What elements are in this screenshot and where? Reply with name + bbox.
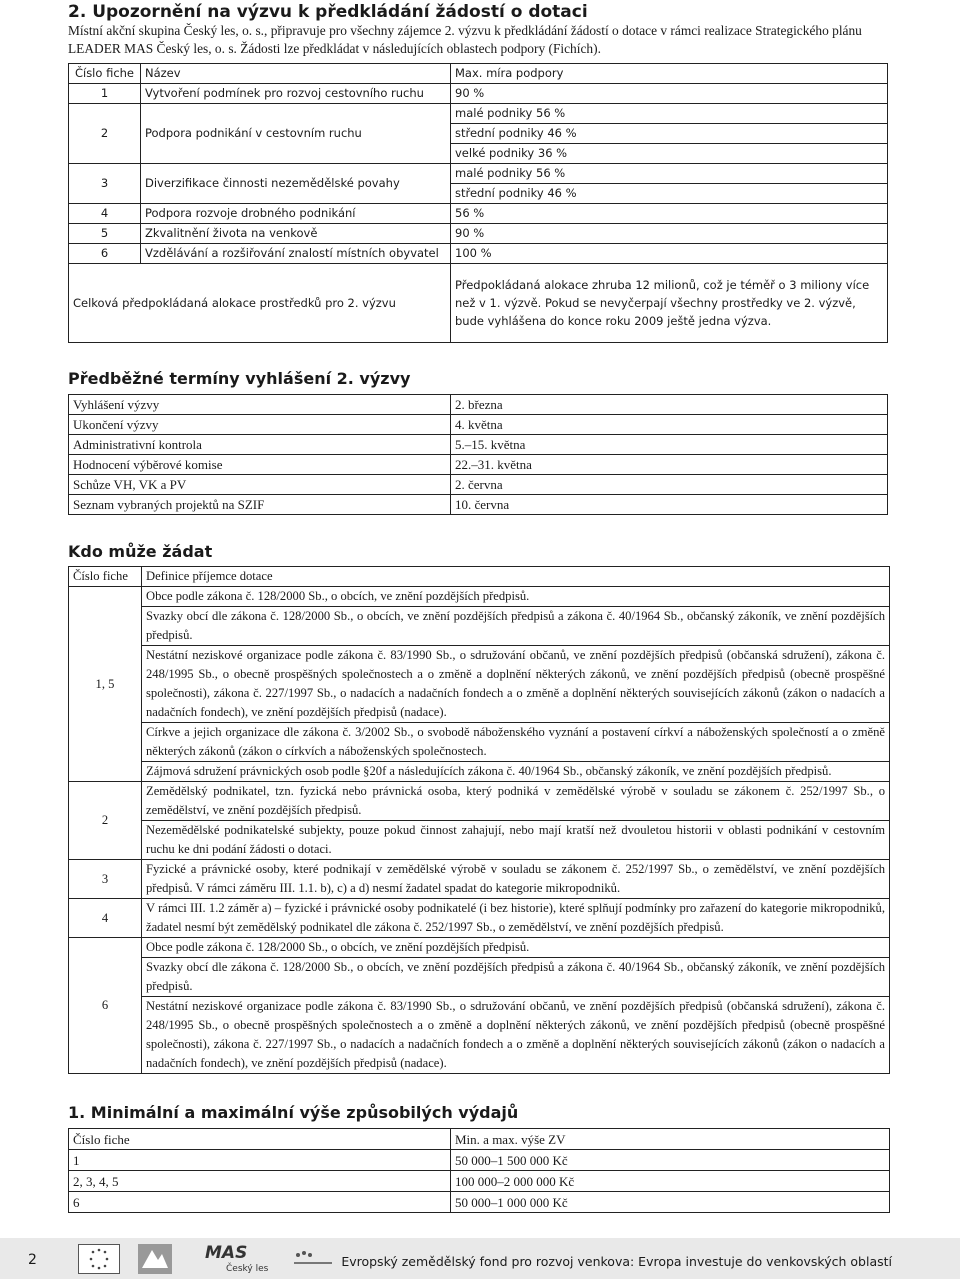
fiche-name: Podpora rozvoje drobného podnikání bbox=[141, 204, 451, 224]
who-fiche-number: 2 bbox=[69, 782, 142, 860]
costs-heading: 1. Minimální a maximální výše způsobilých výdajů bbox=[68, 1103, 519, 1122]
fiche-row bbox=[69, 164, 888, 184]
term-date: 2. března bbox=[451, 395, 888, 415]
who-row bbox=[69, 958, 890, 997]
term-date: 22.–31. května bbox=[451, 455, 888, 475]
term-label: Seznam vybraných projektů na SZIF bbox=[69, 495, 451, 515]
who-definition: Svazky obcí dle zákona č. 128/2000 Sb., o obcích, ve znění pozdějších předpisů a zákona č. 40/1964 Sb., občanský zákoník, ve znění pozdějších předpisů. bbox=[142, 958, 890, 997]
who-row bbox=[69, 860, 890, 899]
who-definition: Obce podle zákona č. 128/2000 Sb., o obcích, ve znění pozdějších předpisů. bbox=[142, 587, 890, 607]
term-label: Hodnocení výběrové komise bbox=[69, 455, 451, 475]
fiche-rate: 100 % bbox=[451, 244, 888, 264]
who-row bbox=[69, 938, 890, 958]
fiche-row bbox=[69, 244, 888, 264]
term-row bbox=[69, 455, 888, 475]
who-row bbox=[69, 762, 890, 782]
mas-logo: MAS bbox=[205, 1243, 248, 1263]
fiche-number: 5 bbox=[69, 224, 141, 244]
page-heading: 2. Upozornění na výzvu k předkládání žádostí o dotaci bbox=[68, 2, 588, 22]
fiche-name: Podpora podnikání v cestovním ruchu bbox=[141, 104, 451, 164]
fiche-rate: velké podniky 36 % bbox=[451, 144, 888, 164]
total-allocation-value: Předpokládaná alokace zhruba 12 milionů, což je téměř o 3 miliony více než v 1. výzvě. Pokud se nevyčerpají všechny prostředky ve 2. výzvě, bude vyhlášena do konce roku 2009 ještě jedna výzva. bbox=[451, 264, 888, 343]
who-definition: Obce podle zákona č. 128/2000 Sb., o obcích, ve znění pozdějších předpisů. bbox=[142, 938, 890, 958]
term-row bbox=[69, 435, 888, 455]
intro-text: Místní akční skupina Český les, o. s., připravuje pro všechny zájemce 2. výzvu k předkládání žádostí o dotace v rámci realizace Strategického plánu LEADER MAS Český les, o. s. Žádosti lze předkládat v následujících oblastech podpory (Fichích). bbox=[68, 23, 862, 56]
costs-header-cell: Min. a max. výše ZV bbox=[451, 1129, 890, 1150]
who-definition: Fyzické a právnické osoby, které podnikají v zemědělské výrobě v souladu se zákonem č. 252/1997 Sb., o zemědělství, ve znění pozdějších předpisů. V rámci záměru III. 1.1. b), c) a d) nesmí žadatel spadat do kategorie mikropodniků. bbox=[142, 860, 890, 899]
term-label: Vyhlášení výzvy bbox=[69, 395, 451, 415]
fiche-number: 2 bbox=[69, 104, 141, 164]
term-row bbox=[69, 475, 888, 495]
mas-logo-subtitle: Český les bbox=[226, 1264, 269, 1274]
fiche-total-row bbox=[69, 264, 888, 343]
fiche-name: Diverzifikace činnosti nezemědělské povahy bbox=[141, 164, 451, 204]
fiche-name: Vzdělávání a rozšiřování znalostí místních obyvatel bbox=[141, 244, 451, 264]
who-row bbox=[69, 899, 890, 938]
who-row bbox=[69, 821, 890, 860]
costs-row bbox=[69, 1150, 890, 1171]
footer-text: Evropský zemědělský fond pro rozvoj venkova: Evropa investuje do venkovských oblastí bbox=[341, 1254, 892, 1269]
fiche-name: Vytvoření podmínek pro rozvoj cestovního ruchu bbox=[141, 84, 451, 104]
fiche-header-cell: Číslo fiche bbox=[69, 64, 141, 84]
term-label: Schůze VH, VK a PV bbox=[69, 475, 451, 495]
fiche-header-cell: Název bbox=[141, 64, 451, 84]
who-row bbox=[69, 782, 890, 821]
term-row bbox=[69, 415, 888, 435]
who-fiche-number: 4 bbox=[69, 899, 142, 938]
term-date: 5.–15. května bbox=[451, 435, 888, 455]
who-definition: Nezemědělské podnikatelské subjekty, pouze pokud činnost zahajují, nebo mají kratší než dvouletou historii v oblasti podnikání v cestovním ruchu ke dni podání žádosti o dotaci. bbox=[142, 821, 890, 860]
term-row bbox=[69, 495, 888, 515]
costs-table bbox=[68, 1128, 890, 1213]
costs-range: 50 000–1 500 000 Kč bbox=[451, 1150, 890, 1171]
costs-range: 100 000–2 000 000 Kč bbox=[451, 1171, 890, 1192]
fiche-number: 1 bbox=[69, 84, 141, 104]
who-fiche-number: 6 bbox=[69, 938, 142, 1074]
costs-row bbox=[69, 1171, 890, 1192]
fiche-row bbox=[69, 204, 888, 224]
fiche-number: 3 bbox=[69, 164, 141, 204]
who-header-row bbox=[69, 567, 890, 587]
fiche-name: Zkvalitnění života na venkově bbox=[141, 224, 451, 244]
term-label: Ukončení výzvy bbox=[69, 415, 451, 435]
who-definition: Zájmová sdružení právnických osob podle §20f a následujících zákona č. 40/1964 Sb., občanský zákoník, ve znění pozdějších předpisů. bbox=[142, 762, 890, 782]
who-definition: Církve a jejich organizace dle zákona č. 3/2002 Sb., o svobodě náboženského vyznání a postavení církví a náboženských společností a o změně některých zákonů (zákon o církvích a náboženských společnostech. bbox=[142, 723, 890, 762]
who-definition: Svazky obcí dle zákona č. 128/2000 Sb., o obcích, ve znění pozdějších předpisů a zákona č. 40/1964 Sb., občanský zákoník, ve znění pozdějších předpisů. bbox=[142, 607, 890, 646]
fiche-row bbox=[69, 224, 888, 244]
terms-heading: Předběžné termíny vyhlášení 2. výzvy bbox=[68, 369, 411, 388]
who-definition: Zemědělský podnikatel, tzn. fyzická nebo právnická osoba, který podniká v zemědělské výrobě v souladu se zákonem č. 252/1997 Sb., o zemědělství, ve znění pozdějších předpisů. bbox=[142, 782, 890, 821]
who-row bbox=[69, 723, 890, 762]
costs-fiche: 2, 3, 4, 5 bbox=[69, 1171, 451, 1192]
fiche-header-cell: Max. míra podpory bbox=[451, 64, 888, 84]
costs-fiche: 6 bbox=[69, 1192, 451, 1213]
who-row bbox=[69, 646, 890, 723]
who-fiche-number: 3 bbox=[69, 860, 142, 899]
fiche-rate: 90 % bbox=[451, 84, 888, 104]
fiche-header-row bbox=[69, 64, 888, 84]
who-header-cell: Definice příjemce dotace bbox=[142, 567, 890, 587]
who-table bbox=[68, 566, 890, 1074]
fiche-row bbox=[69, 84, 888, 104]
fiche-rate: střední podniky 46 % bbox=[451, 184, 888, 204]
term-date: 2. června bbox=[451, 475, 888, 495]
eu-flag-logo bbox=[78, 1244, 120, 1274]
fiche-number: 4 bbox=[69, 204, 141, 224]
costs-header-cell: Číslo fiche bbox=[69, 1129, 451, 1150]
who-header-cell: Číslo fiche bbox=[69, 567, 142, 587]
fiche-rate: 56 % bbox=[451, 204, 888, 224]
term-date: 10. června bbox=[451, 495, 888, 515]
fiche-row bbox=[69, 104, 888, 124]
who-row bbox=[69, 997, 890, 1074]
who-heading: Kdo může žádat bbox=[68, 542, 213, 561]
rural-programme-logo bbox=[290, 1248, 336, 1268]
costs-range: 50 000–1 000 000 Kč bbox=[451, 1192, 890, 1213]
fiche-rate: malé podniky 56 % bbox=[451, 104, 888, 124]
total-allocation-label: Celková předpokládaná alokace prostředků pro 2. výzvu bbox=[69, 264, 451, 343]
who-definition: Nestátní neziskové organizace podle zákona č. 83/1990 Sb., o sdružování občanů, ve znění pozdějších předpisů (občanská sdružení), zákona č. 248/1995 Sb., o obecně prospěšných společnostech a o změně a doplnění některých zákonů, ve znění pozdějších předpisů (obecně prospěšné společnosti), zákona č. 227/1997 Sb., o nadacích a nadačních fondech a o změně a doplnění některých souvisejících zákonů (zákon o nadacích a nadačních fondech), ve znění pozdějších předpisů (nadace). bbox=[142, 997, 890, 1074]
leader-logo bbox=[138, 1244, 172, 1274]
term-label: Administrativní kontrola bbox=[69, 435, 451, 455]
who-row bbox=[69, 607, 890, 646]
who-row bbox=[69, 587, 890, 607]
costs-fiche: 1 bbox=[69, 1150, 451, 1171]
term-row bbox=[69, 395, 888, 415]
fiche-table bbox=[68, 63, 888, 343]
page-number: 2 bbox=[28, 1252, 37, 1268]
fiche-number: 6 bbox=[69, 244, 141, 264]
term-date: 4. května bbox=[451, 415, 888, 435]
who-fiche-number: 1, 5 bbox=[69, 587, 142, 782]
fiche-rate: malé podniky 56 % bbox=[451, 164, 888, 184]
terms-table bbox=[68, 394, 888, 515]
costs-header-row bbox=[69, 1129, 890, 1150]
costs-row bbox=[69, 1192, 890, 1213]
who-definition: Nestátní neziskové organizace podle zákona č. 83/1990 Sb., o sdružování občanů, ve znění pozdějších předpisů (občanská sdružení), zákona č. 248/1995 Sb., o obecně prospěšných společnostech a o změně a doplnění některých zákonů, ve znění pozdějších předpisů (obecně prospěšné společnosti), zákona č. 227/1997 Sb., o nadacích a nadačních fondech a o změně a doplnění některých souvisejících zákonů (zákon o nadacích a nadačních fondech), ve znění pozdějších předpisů (nadace). bbox=[142, 646, 890, 723]
fiche-rate: střední podniky 46 % bbox=[451, 124, 888, 144]
fiche-rate: 90 % bbox=[451, 224, 888, 244]
who-definition: V rámci III. 1.2 záměr a) – fyzické i právnické osoby podnikatelé (i bez historie), které splňují podmínky pro zařazení do kategorie mikropodniků, žadatel nesmí být zemědělský podnikatel dle zákona č. 252/1997 Sb., o zemědělství, ve znění pozdějších předpisů. bbox=[142, 899, 890, 938]
